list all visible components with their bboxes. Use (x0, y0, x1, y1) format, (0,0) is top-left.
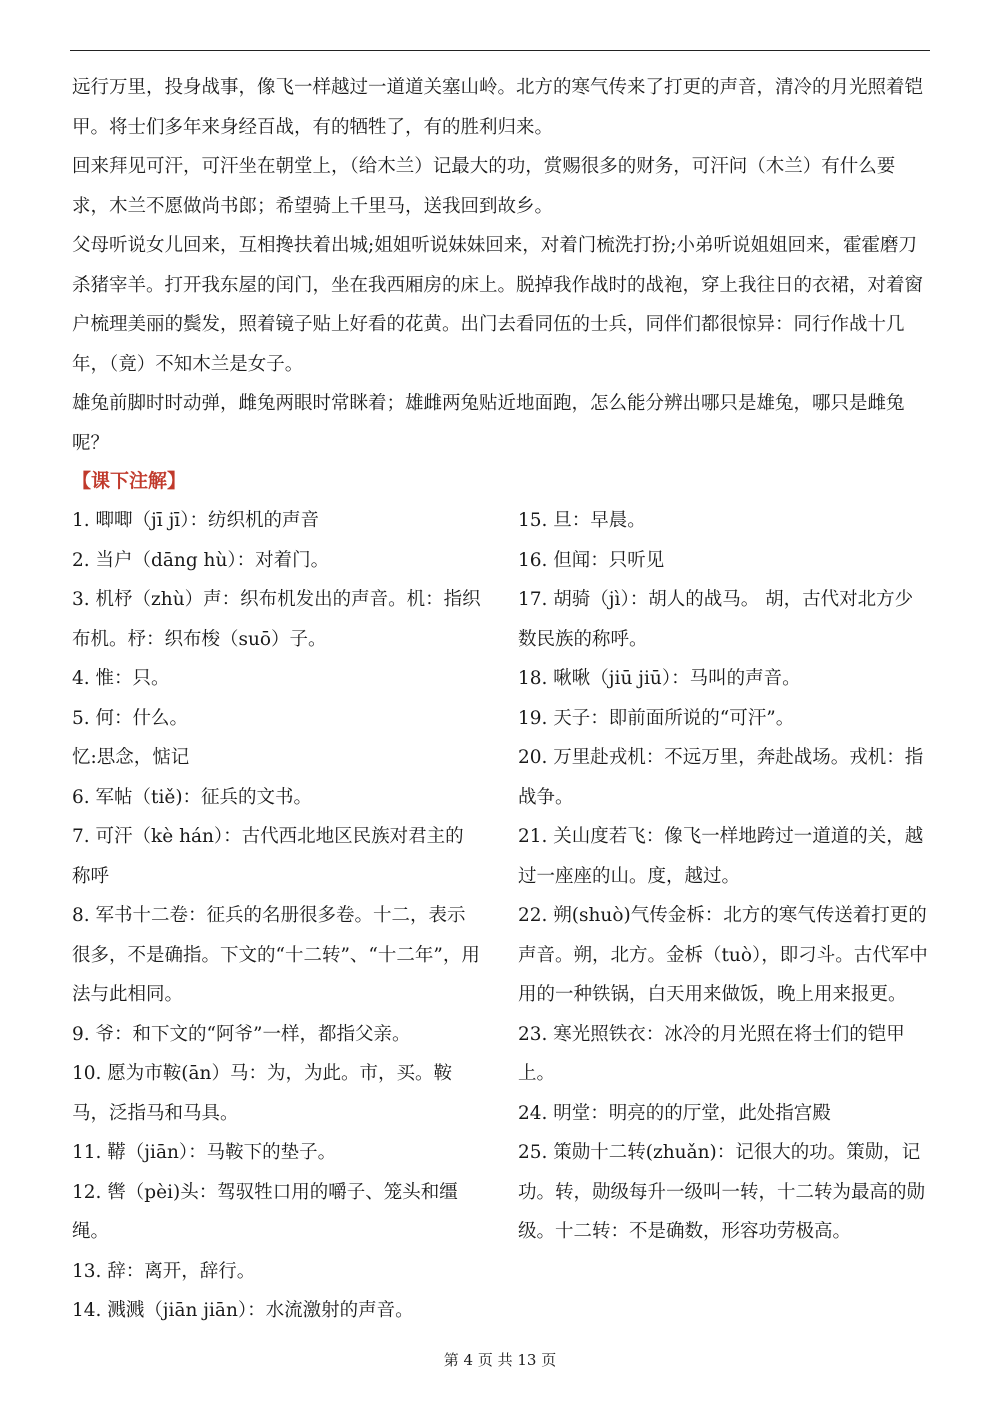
note-item: 3. 机杼（zhù）声：织布机发出的声音。机：指织布机。杼：织布梭（suō）子。 (72, 589, 481, 650)
note-item: 22. 朔(shuò)气传金柝：北方的寒气传送着打更的声音。朔，北方。金柝（tuò），即刁斗。古代军中用的一种铁锅，白天用来做饭，晚上用来报更。 (518, 905, 928, 1005)
note-item: 25. 策勋十二转(zhuǎn)：记很大的功。策勋，记功。转，勋级每升一级叫一转，十二转为最高的勋级。十二转：不是确数，形容功劳极高。 (518, 1142, 926, 1242)
note-item: 9. 爷：和下文的“阿爷”一样，都指父亲。 (72, 1023, 411, 1045)
note-item: 忆:思念，惦记 (72, 747, 190, 768)
note-item: 2. 当户（dāng hù）：对着门。 (72, 549, 330, 571)
note-item: 8. 军书十二卷：征兵的名册很多卷。十二，表示很多，不是确指。下文的“十二转”、“十二年”，用法与此相同。 (72, 905, 480, 1005)
note-item: 16. 但闻：只听见 (518, 549, 665, 571)
note-item: 15. 旦：早晨。 (518, 510, 646, 531)
note-item: 12. 辔（pèi)头：驾驭牲口用的嚼子、笼头和缰绳。 (72, 1181, 458, 1242)
note-item: 18. 啾啾（jiū jiū）：马叫的声音。 (518, 668, 801, 689)
note-item: 24. 明堂：明亮的的厅堂，此处指宫殿 (518, 1102, 831, 1124)
note-item: 17. 胡骑（jì）：胡人的战马。 胡，古代对北方少数民族的称呼。 (518, 589, 914, 650)
notes-left-column (72, 501, 482, 1331)
header-rule (70, 50, 930, 51)
note-item: 5. 何：什么。 (72, 707, 189, 729)
notes-heading: 【课下注解】 (72, 470, 187, 492)
translation-paragraph: 回来拜见可汗，可汗坐在朝堂上，（给木兰）记最大的功，赏赐很多的财务，可汗问（木兰）有什么要求，木兰不愿做尚书郎；希望骑上千里马，送我回到故乡。 (72, 156, 896, 217)
notes-right-column (518, 501, 930, 1252)
note-item: 6. 军帖（tiě)：征兵的文书。 (72, 786, 313, 808)
note-item: 1. 唧唧（jī jī）：纺织机的声音 (72, 510, 319, 531)
translation-section (72, 68, 930, 463)
note-item: 20. 万里赴戎机：不远万里，奔赴战场。戎机：指战争。 (518, 747, 924, 808)
translation-paragraph: 雄兔前脚时时动弹，雌兔两眼时常眯着；雄雌两兔贴近地面跑，怎么能分辨出哪只是雄兔，哪只是雌兔呢？ (72, 393, 905, 454)
note-item: 21. 关山度若飞：像飞一样地跨过一道道的关，越过一座座的山。度，越过。 (518, 826, 924, 887)
translation-paragraph: 父母听说女儿回来，互相搀扶着出城;姐姐听说妹妹回来，对着门梳洗打扮;小弟听说姐姐回来，霍霍磨刀杀猪宰羊。打开我东屋的闰门，坐在我西厢房的床上。脱掉我作战时的战袍，穿上我往日的衣裙，对着窗户梳理美丽的鬓发，照着镜子贴上好看的花黄。出门去看同伍的士兵，同伴们都很惊异：同行作战十几年，（竟）不知木兰是女子。 (72, 235, 924, 375)
note-item: 13. 辞：离开，辞行。 (72, 1260, 256, 1282)
note-item: 14. 溅溅（jiān jiān）：水流激射的声音。 (72, 1300, 414, 1321)
note-item: 23. 寒光照铁衣：冰冷的月光照在将士们的铠甲上。 (518, 1023, 905, 1084)
translation-paragraph: 远行万里，投身战事，像飞一样越过一道道关塞山岭。北方的寒气传来了打更的声音，清冷的月光照着铠甲。将士们多年来身经百战，有的牺牲了，有的胜利归来。 (72, 77, 924, 138)
page-number: 第 4 页 共 13 页 (443, 1351, 557, 1369)
note-item: 10. 愿为市鞍(ān）马：为，为此。市，买。鞍马，泛指马和马具。 (72, 1063, 452, 1124)
note-item: 4. 惟：只。 (72, 668, 170, 689)
note-item: 11. 鞯（jiān）：马鞍下的垫子。 (72, 1142, 337, 1163)
note-item: 7. 可汗（kè hán）：古代西北地区民族对君主的称呼 (72, 826, 464, 887)
note-item: 19. 天子：即前面所说的“可汗”。 (518, 707, 795, 729)
